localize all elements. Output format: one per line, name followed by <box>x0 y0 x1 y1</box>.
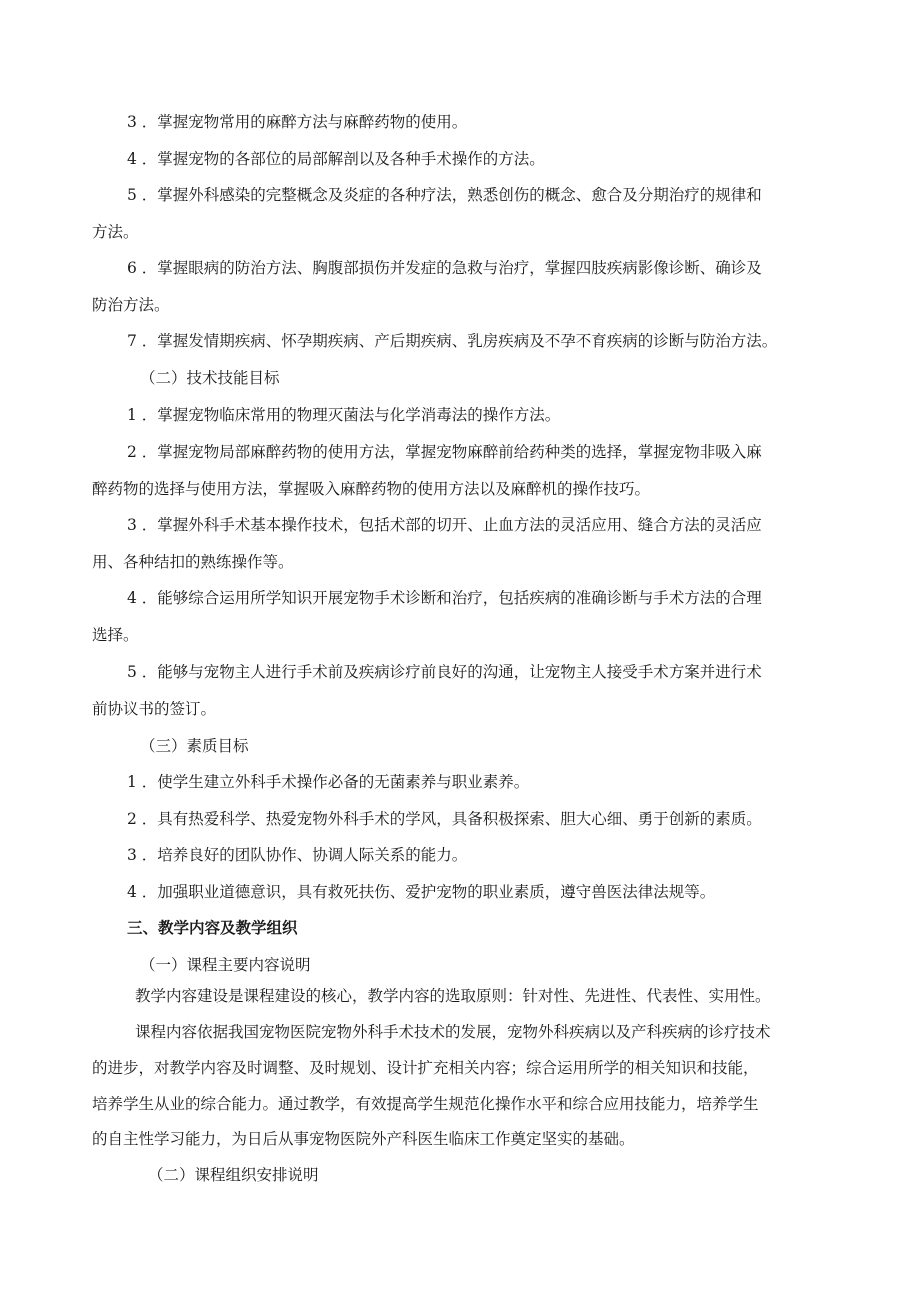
paragraph-1: 教学内容建设是课程建设的核心，教学内容的选取原则：针对性、先进性、代表性、实用性。 <box>135 987 771 1005</box>
paragraph-2-line-1: 课程内容依据我国宠物医院宠物外科手术技术的发展，宠物外科疾病以及产科疾病的诊疗技术 <box>135 1023 771 1041</box>
skill-2-cont: 醉药物的选择与使用方法，掌握吸入麻醉药物的使用方法以及麻醉机的操作技巧。 <box>92 480 651 498</box>
skill-4-cont: 选择。 <box>92 626 139 644</box>
section-quality-goals: （三）素质目标 <box>140 737 249 755</box>
objective-3: 3 ．掌握宠物常用的麻醉方法与麻醉药物的使用。 <box>127 113 468 131</box>
skill-2: 2 ．掌握宠物局部麻醉药物的使用方法，掌握宠物麻醉前给药种类的选择，掌握宠物非吸入麻 <box>127 443 762 461</box>
objective-4: 4 ．掌握宠物的各部位的局部解剖以及各种手术操作的方法。 <box>127 150 545 168</box>
paragraph-2-line-3: 培养学生从业的综合能力。通过教学，有效提高学生规范化操作水平和综合应用技能力，培养学生 <box>92 1095 759 1113</box>
quality-3: 3 ．培养良好的团队协作、协调人际关系的能力。 <box>127 846 468 864</box>
skill-5-cont: 前协议书的签订。 <box>92 700 217 718</box>
skill-4: 4 ．能够综合运用所学知识开展宠物手术诊断和治疗，包括疾病的准确诊断与手术方法的合理 <box>127 589 762 607</box>
objective-5-cont: 方法。 <box>92 223 139 241</box>
quality-2: 2 ．具有热爱科学、热爱宠物外科手术的学风，具备积极探索、胆大心细、勇于创新的素质。 <box>127 810 762 828</box>
chapter-heading-teaching-content: 三、教学内容及教学组织 <box>127 919 298 937</box>
section-skill-goals: （二）技术技能目标 <box>140 369 280 387</box>
quality-1: 1 ．使学生建立外科手术操作必备的无菌素养与职业素养。 <box>127 773 530 791</box>
quality-4: 4 ．加强职业道德意识，具有救死扶伤、爱护宠物的职业素质，遵守兽医法律法规等。 <box>127 883 716 901</box>
objective-5: 5 ．掌握外科感染的完整概念及炎症的各种疗法，熟悉创伤的概念、愈合及分期治疗的规律和 <box>127 186 762 204</box>
objective-6: 6 ．掌握眼病的防治方法、胸腹部损伤并发症的急救与治疗，掌握四肢疾病影像诊断、确诊及 <box>127 259 762 277</box>
objective-6-cont: 防治方法。 <box>92 296 170 314</box>
paragraph-2-line-4: 的自主性学习能力，为日后从事宠物医院外产科医生临床工作奠定坚实的基础。 <box>92 1130 635 1148</box>
objective-7: 7 ．掌握发情期疾病、怀孕期疾病、产后期疾病、乳房疾病及不孕不育疾病的诊断与防治方法。 <box>127 332 778 350</box>
skill-3-cont: 用、各种结扣的熟练操作等。 <box>92 553 294 571</box>
section-organization: （二）课程组织安排说明 <box>148 1166 319 1184</box>
skill-5: 5 ．能够与宠物主人进行手术前及疾病诊疗前良好的沟通，让宠物主人接受手术方案并进行术 <box>127 663 762 681</box>
skill-1: 1 ．掌握宠物临床常用的物理灭菌法与化学消毒法的操作方法。 <box>127 406 561 424</box>
paragraph-2-line-2: 的进步，对教学内容及时调整、及时规划、设计扩充相关内容；综合运用所学的相关知识和技能， <box>92 1059 759 1077</box>
section-main-content: （一）课程主要内容说明 <box>140 956 311 974</box>
skill-3: 3 ．掌握外科手术基本操作技术，包括术部的切开、止血方法的灵活应用、缝合方法的灵活应 <box>127 516 762 534</box>
